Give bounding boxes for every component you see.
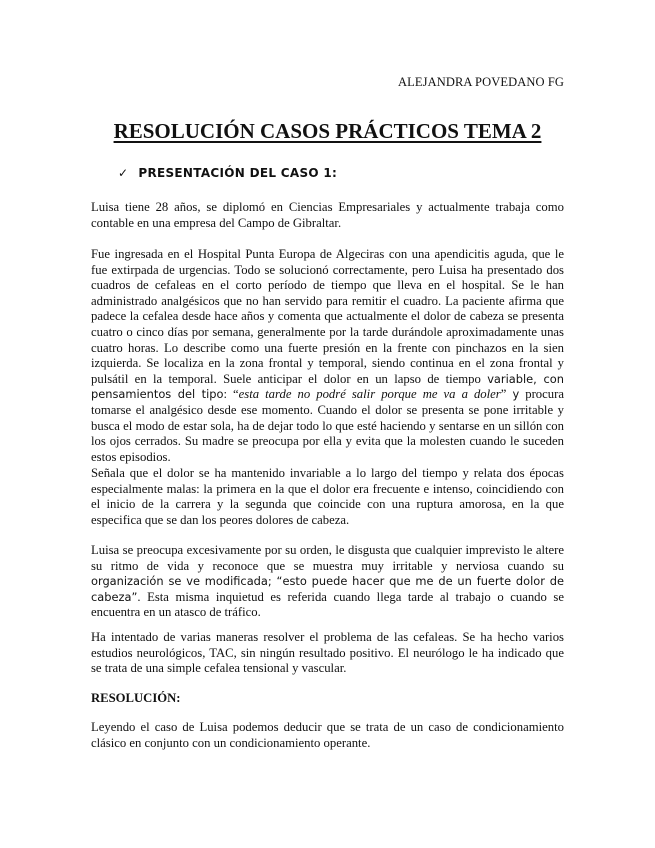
patient-quote: esta tarde no podré salir porque me va a doler — [238, 387, 501, 402]
paragraph-personality — [91, 543, 564, 621]
paragraph-admission-text-f: procura tomarse el analgésico desde ese momento. Cuando el dolor se presenta se pone irritable y busca el modo de estar sola, ha de dejar todo lo que esté haciendo y sentarse en un sillón con los ojos cerrados. Su madre se preocupa por ella y evita que la molesten cuando le suceden estos episodios. — [91, 387, 564, 464]
paragraph-personality-text-c: . Esta misma inquietud es referida cuando llega tarde al trabajo o cuando se encuentra en un atasco de tráfico. — [91, 589, 564, 620]
paragraph-intro: Luisa tiene 28 años, se diplomó en Ciencias Empresariales y actualmente trabaja como contable en una empresa del Campo de Gibraltar. — [91, 200, 564, 230]
paragraph-admission-text-c: : “ — [223, 387, 239, 402]
paragraph-admission-sans-e: y — [512, 387, 520, 402]
case-heading — [118, 166, 337, 180]
paragraph-personality-text-a: Luisa se preocupa excesivamente por su orden, le disgusta que cualquier imprevisto le altere su ritmo de vida y reconoce que se muestra muy irritable y nerviosa cuando su — [91, 543, 564, 573]
paragraph-personality-sans-b: organización se ve modificada; “esto puede hacer que me de un fuerte dolor de cabeza” — [91, 574, 564, 604]
paragraph-resolution: Leyendo el caso de Luisa podemos deducir que se trata de un caso de condicionamiento clásico en conjunto con un condicionamiento operante. — [91, 720, 564, 750]
author-name: ALEJANDRA POVEDANO FG — [398, 75, 564, 89]
paragraph-admission-sans-b: variable, con pensamientos del tipo — [91, 371, 564, 402]
document-title-text: RESOLUCIÓN CASOS PRÁCTICOS TEMA 2 — [113, 119, 542, 143]
paragraph-admission-text-a: Fue ingresada en el Hospital Punta Europa de Algeciras con una apendicitis aguda, que le fue extirpada de urgencias. Todo se solucionó correctamente, pero Luisa ha presentado dos cuadros de cefaleas en el corto período de tiempo que lleva en el hospital. Se le han administrado analgésicos que no han servido para remitir el cuadro. La paciente afirma que padece la cefalea desde hace años y comenta que actualmente el dolor de cabeza se presenta cuatro o cinco días por semana, generalmente por la tarde durándole aproximadamente unas cuatro horas. Lo describe como una fuerte presión en la frente con pinchazos en la sien izquierda. Se localiza en la zona frontal y temporal, siendo continua en el zona frontal y pulsátil en la temporal. Suele anticipar el dolor en un lapso de tiempo — [91, 247, 564, 386]
paragraph-tests: Ha intentado de varias maneras resolver el problema de las cefaleas. Se ha hecho varios estudios neurológicos, TAC, sin ningún resultado positivo. El neurólogo le ha indicado que se trata de una simple cefalea tensional y vascular. — [91, 630, 564, 676]
case-heading-text: PRESENTACIÓN DEL CASO 1: — [138, 166, 338, 180]
paragraph-admission-text-d: ” — [500, 387, 513, 402]
paragraph-history: Señala que el dolor se ha mantenido invariable a lo largo del tiempo y relata dos épocas especialmente malas: la primera en la que el dolor era frecuente e intenso, coincidiendo con el inicio de la carrera y la segunda que coincide con una ruptura amorosa, en la que especifica que se dan los peores dolores de cabeza. — [91, 466, 564, 527]
paragraph-admission — [91, 247, 564, 465]
document-title — [0, 119, 655, 144]
checkmark-icon: ✓ — [118, 166, 129, 180]
resolution-heading: RESOLUCIÓN: — [91, 691, 181, 705]
